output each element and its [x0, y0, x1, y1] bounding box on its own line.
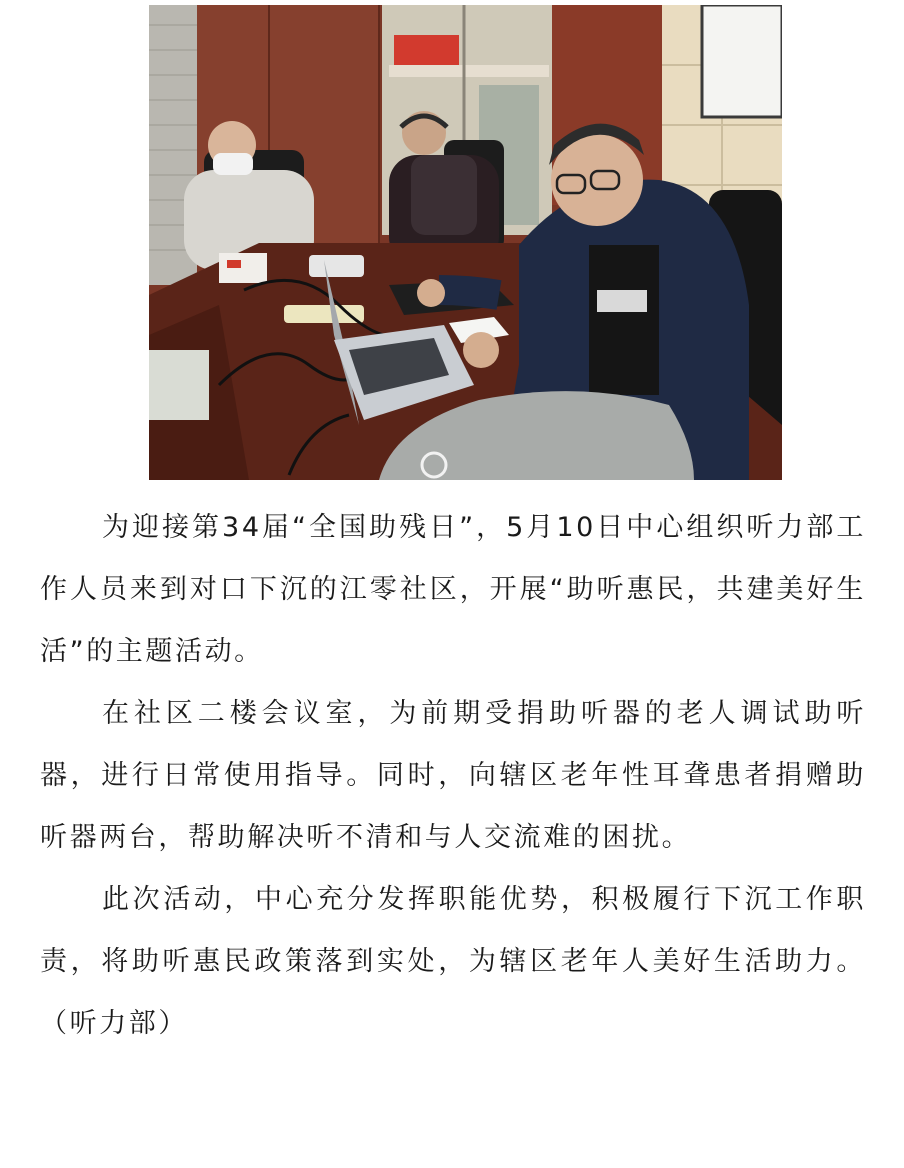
article-body	[40, 497, 866, 1055]
activity-photo	[149, 5, 782, 480]
paragraph-summary: 此次活动，中心充分发挥职能优势，积极履行下沉工作职责，将助听惠民政策落到实处，为辖区老年人美好生活助力。（听力部）	[40, 884, 866, 1039]
paragraph-intro: 为迎接第34届“全国助残日”，5月10日中心组织听力部工作人员来到对口下沉的江零社区，开展“助听惠民，共建美好生活”的主题活动。	[40, 512, 866, 667]
paragraph-activity: 在社区二楼会议室，为前期受捐助听器的老人调试助听器，进行日常使用指导。同时，向辖区老年性耳聋患者捐赠助听器两台，帮助解决听不清和与人交流难的困扰。	[40, 698, 866, 853]
